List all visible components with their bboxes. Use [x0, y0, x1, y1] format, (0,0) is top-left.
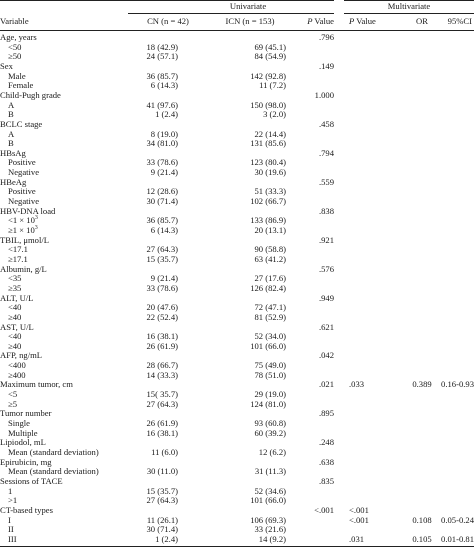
icn-cell: 126 (82.4) — [250, 282, 286, 293]
p-value-cell: .949 — [318, 292, 334, 303]
cn-cell: 27 (64.3) — [146, 495, 178, 506]
cn-cell: 27 (64.3) — [146, 398, 178, 409]
multivariate-group-header: Multivariate — [387, 1, 431, 11]
label-text: BCLC stage — [0, 118, 43, 129]
icn-cell: 81 (52.9) — [254, 311, 286, 322]
variable-label — [0, 323, 34, 332]
label-text: ≥1 × 10 — [8, 225, 35, 235]
icn-cell: 52 (34.6) — [254, 485, 286, 496]
icn-cell: 84 (54.9) — [254, 51, 286, 62]
label-text: ≥17.1 — [8, 253, 28, 264]
icn-cell: 30 (19.6) — [254, 167, 286, 178]
icn-cell: 131 (85.6) — [250, 138, 286, 149]
icn-cell: 101 (66.0) — [250, 340, 286, 351]
label-text: <40 — [8, 302, 22, 313]
p-value-cell: .021 — [318, 379, 334, 390]
icn-column-header: ICN (n = 153) — [225, 16, 275, 26]
variable-label — [0, 265, 47, 274]
category-label — [8, 342, 21, 351]
category-label — [8, 216, 38, 225]
p-value-cell: .458 — [318, 118, 334, 129]
cn-column-header: CN (n = 42) — [147, 16, 189, 26]
category-label — [8, 226, 38, 235]
category-label — [8, 371, 26, 380]
icn-cell: 93 (60.8) — [254, 418, 286, 428]
label-superscript: 3 — [34, 215, 38, 222]
univariate-group-header: Univariate — [229, 1, 267, 11]
icn-cell: 150 (98.0) — [250, 99, 286, 110]
variable-label — [0, 62, 13, 71]
category-label — [8, 139, 14, 148]
p-value-header-italic: P — [307, 16, 313, 26]
label-text: Sex — [0, 60, 13, 71]
label-text: Positive — [8, 186, 36, 197]
category-label — [8, 516, 11, 525]
cn-cell: 30 (71.4) — [146, 196, 178, 207]
cn-cell: 15 (35.7) — [146, 485, 178, 496]
label-text: HBV-DNA load — [0, 205, 56, 216]
p-value-cell: .796 — [318, 32, 334, 42]
p-value-cell: .794 — [318, 147, 334, 158]
icn-cell: 31 (11.3) — [254, 466, 286, 477]
category-label — [8, 255, 28, 264]
category-label — [8, 187, 36, 196]
cn-cell: 28 (66.7) — [146, 360, 178, 371]
label-text: Age, years — [0, 32, 37, 42]
variable-label — [0, 409, 52, 418]
cn-cell: 15( 35.7) — [146, 389, 178, 400]
label-text: Single — [8, 418, 30, 428]
category-label — [8, 81, 33, 90]
label-text: ≥40 — [8, 311, 22, 322]
label-text: ≥5 — [8, 398, 18, 409]
icn-cell: 69 (45.1) — [254, 41, 286, 52]
p-value-column-header — [278, 17, 334, 26]
cn-cell: 27 (64.3) — [146, 244, 178, 255]
label-text: III — [8, 533, 17, 544]
category-label — [8, 197, 39, 206]
p-value-cell: .838 — [318, 205, 334, 216]
label-text: Maximum tumor, cm — [0, 379, 73, 390]
cn-cell: 14 (33.3) — [146, 369, 178, 380]
label-text: A — [8, 99, 15, 110]
ci-cell: 0.16-0.93 — [441, 379, 474, 390]
icn-cell: 27 (17.6) — [254, 273, 286, 284]
cn-cell: 26 (61.9) — [146, 340, 178, 351]
cn-cell: 41 (97.6) — [146, 99, 178, 110]
category-label — [8, 429, 38, 438]
label-text: <5 — [8, 389, 18, 400]
category-label — [8, 467, 99, 476]
variable-label — [0, 120, 42, 129]
p-value-cell: .559 — [318, 176, 334, 187]
label-text: B — [8, 109, 14, 120]
label-text: A — [8, 128, 15, 139]
top-rule-univariate — [0, 0, 334, 1]
label-text: Child-Pugh grade — [0, 89, 61, 100]
category-label — [8, 313, 21, 322]
category-label — [8, 43, 21, 52]
icn-cell: 102 (66.7) — [250, 196, 286, 207]
icn-cell: 123 (80.4) — [250, 157, 286, 168]
label-text: Mean (standard deviation) — [8, 466, 99, 477]
multi-p-value-cell: <.001 — [349, 514, 369, 525]
label-text: Male — [8, 70, 26, 81]
icn-cell: 20 (13.1) — [254, 225, 286, 235]
label-text: Tumor number — [0, 408, 52, 419]
cn-cell: 6 (14.3) — [150, 80, 178, 91]
variable-column-header: Variable — [0, 16, 29, 26]
cn-cell: 30 (71.4) — [146, 524, 178, 535]
category-label — [8, 52, 21, 61]
cn-cell: 6 (14.3) — [150, 225, 178, 235]
variable-label — [0, 91, 61, 100]
p-value-cell: .921 — [318, 234, 334, 245]
variable-label — [0, 380, 73, 389]
cn-cell: 18 (42.9) — [146, 41, 178, 52]
cn-cell: 1 (2.4) — [155, 533, 178, 544]
cn-cell: 20 (47.6) — [146, 302, 178, 313]
label-text: <40 — [8, 331, 22, 342]
label-text: <17.1 — [8, 244, 28, 255]
variable-label — [0, 438, 46, 447]
category-label — [8, 419, 30, 428]
label-text: >1 — [8, 495, 18, 506]
icn-cell: 72 (47.1) — [254, 302, 286, 313]
category-label — [8, 496, 17, 505]
icn-cell: 29 (19.0) — [254, 389, 286, 400]
ci-cell: 0.01-0.81 — [441, 533, 474, 544]
label-text: ≥40 — [8, 340, 22, 351]
icn-cell: 33 (21.6) — [254, 524, 286, 535]
label-text: B — [8, 138, 14, 149]
cn-cell: 36 (85.7) — [146, 215, 178, 226]
ci-cell: 0.05-0.24 — [441, 514, 474, 525]
multi-p-value-header-italic: P — [349, 16, 355, 26]
category-label — [8, 72, 26, 81]
variable-label — [0, 207, 55, 216]
label-text: ALT, U/L — [0, 292, 34, 303]
cn-cell: 24 (57.1) — [146, 51, 178, 62]
category-label — [8, 110, 14, 119]
cn-cell: 30 (11.0) — [146, 466, 178, 477]
label-text: TBIL, μmol/L — [0, 234, 50, 245]
category-label — [8, 245, 28, 254]
univariate-span-rule — [128, 13, 334, 14]
cn-cell: 12 (28.6) — [146, 186, 178, 197]
label-text: Female — [8, 80, 34, 91]
icn-cell: 60 (39.2) — [254, 427, 286, 438]
icn-cell: 142 (92.8) — [250, 70, 286, 81]
icn-cell: 3 (2.0) — [263, 109, 286, 120]
cn-cell: 26 (61.9) — [146, 418, 178, 428]
label-text: ≥50 — [8, 51, 22, 62]
p-value-cell: .248 — [318, 437, 334, 448]
label-text: <400 — [8, 360, 26, 371]
category-label — [8, 274, 21, 283]
label-text: Positive — [8, 157, 36, 168]
cn-cell: 9 (21.4) — [150, 273, 178, 284]
icn-cell: 22 (14.4) — [254, 128, 286, 139]
cn-cell: 1 (2.4) — [155, 109, 178, 120]
variable-label — [0, 294, 33, 303]
or-cell: 0.105 — [412, 533, 432, 544]
multi-p-value-header-suffix: Value — [354, 16, 376, 26]
cn-cell: 16 (38.1) — [146, 427, 178, 438]
p-value-cell: <.001 — [314, 504, 334, 515]
cn-cell: 15 (35.7) — [146, 253, 178, 264]
ci-column-header: 95%CI — [447, 16, 472, 26]
p-value-cell: .621 — [318, 321, 334, 332]
cn-cell: 36 (85.7) — [146, 70, 178, 81]
multi-p-value-column-header — [344, 17, 397, 26]
cn-cell: 33 (78.6) — [146, 157, 178, 168]
label-text: Mean (standard deviation) — [8, 446, 99, 457]
cn-cell: 33 (78.6) — [146, 282, 178, 293]
p-value-cell: .576 — [318, 263, 334, 274]
icn-cell: 52 (34.0) — [254, 331, 286, 342]
label-text: <1 × 10 — [8, 215, 35, 226]
label-text: <35 — [8, 273, 22, 284]
label-text: CT-based types — [0, 504, 53, 515]
label-text: <50 — [8, 41, 22, 52]
label-text: II — [8, 524, 14, 535]
category-label — [8, 303, 21, 312]
icn-cell: 63 (41.2) — [254, 253, 286, 264]
label-text: Negative — [8, 167, 40, 178]
category-label — [8, 400, 17, 409]
cn-cell: 16 (38.1) — [146, 331, 178, 342]
label-superscript: 3 — [34, 225, 38, 231]
multivariate-span-rule — [344, 13, 474, 14]
category-label — [8, 390, 17, 399]
icn-cell: 11 (7.2) — [259, 80, 286, 91]
label-text: Epirubicin, mg — [0, 456, 52, 467]
p-value-header-suffix: Value — [312, 16, 334, 26]
label-text: Albumin, g/L — [0, 263, 47, 274]
multi-p-value-cell: .031 — [349, 533, 365, 544]
category-label — [8, 448, 99, 457]
or-column-header: OR — [416, 16, 428, 26]
category-label — [8, 332, 21, 341]
variable-label — [0, 506, 53, 515]
variable-label — [0, 178, 26, 187]
category-label — [8, 361, 26, 370]
label-text: ≥35 — [8, 282, 22, 293]
p-value-cell: .835 — [318, 475, 334, 486]
label-text: ≥400 — [8, 369, 26, 380]
category-label — [8, 284, 21, 293]
p-value-cell: .149 — [318, 60, 334, 71]
category-label — [8, 101, 14, 110]
variable-label — [0, 149, 26, 158]
label-text: Lipiodol, mL — [0, 437, 46, 448]
icn-cell: 75 (49.0) — [254, 360, 286, 371]
icn-cell: 78 (51.0) — [254, 369, 286, 380]
cn-cell: 11 (6.0) — [151, 446, 178, 457]
label-text: I — [8, 514, 11, 525]
variable-label — [0, 458, 52, 467]
variable-label — [0, 477, 63, 486]
icn-cell: 106 (69.3) — [250, 514, 286, 525]
p-value-cell: 1.000 — [314, 89, 334, 100]
category-label — [8, 525, 14, 534]
header-bottom-rule — [0, 30, 474, 31]
table-bottom-rule — [0, 546, 474, 547]
label-text: Negative — [8, 196, 40, 207]
icn-cell: 124 (81.0) — [250, 398, 286, 409]
icn-cell: 51 (33.3) — [254, 186, 286, 197]
p-value-cell: .638 — [318, 456, 334, 467]
icn-cell: 12 (6.2) — [258, 446, 286, 457]
cn-cell: 11 (26.1) — [146, 514, 178, 525]
cn-cell: 22 (52.4) — [146, 311, 178, 322]
label-text: 1 — [8, 485, 13, 496]
icn-cell: 90 (58.8) — [254, 244, 286, 255]
label-text: HBsAg — [0, 147, 26, 158]
cn-cell: 9 (21.4) — [150, 167, 178, 178]
category-label — [8, 168, 39, 177]
category-label — [8, 130, 14, 139]
category-label — [8, 158, 36, 167]
category-label — [8, 487, 12, 496]
p-value-cell: .042 — [318, 350, 334, 361]
variable-label — [0, 236, 49, 245]
label-text: AST, U/L — [0, 321, 34, 332]
icn-cell: 133 (86.9) — [250, 215, 286, 226]
label-text: AFP, ng/mL — [0, 350, 43, 361]
label-text: HBeAg — [0, 176, 27, 187]
label-text: Sessions of TACE — [0, 475, 63, 486]
icn-cell: 101 (66.0) — [250, 495, 286, 506]
cn-cell: 34 (81.0) — [146, 138, 178, 149]
multi-p-value-cell: .033 — [349, 379, 365, 390]
or-cell: 0.108 — [412, 514, 432, 525]
variable-label — [0, 351, 42, 360]
label-text: Multiple — [8, 427, 38, 438]
p-value-cell: .895 — [318, 408, 334, 419]
cn-cell: 8 (19.0) — [150, 128, 178, 139]
or-cell: 0.389 — [412, 379, 432, 390]
variable-label — [0, 33, 37, 42]
multi-p-value-cell: <.001 — [349, 504, 369, 515]
category-label — [8, 535, 17, 544]
icn-cell: 14 (9.2) — [258, 533, 286, 544]
